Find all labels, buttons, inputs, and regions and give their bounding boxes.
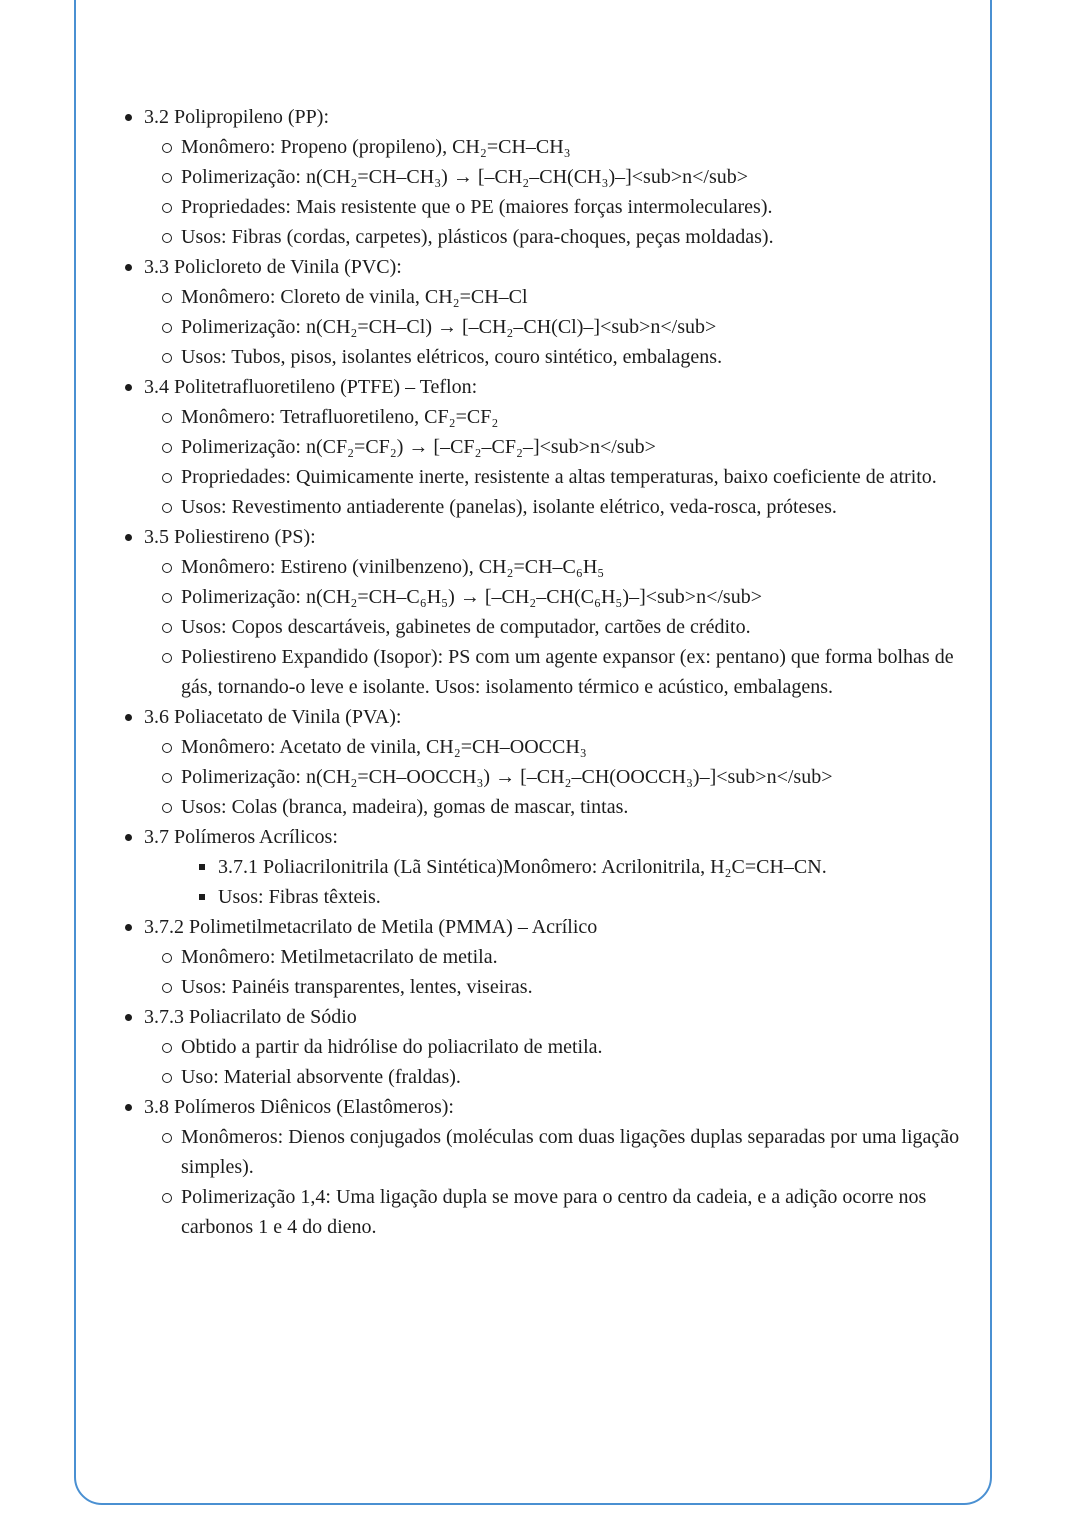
- list-item: [162, 492, 960, 522]
- list-item: [125, 1092, 960, 1122]
- bullet-circle-icon: [162, 762, 181, 792]
- bullet-disc-icon: [125, 372, 144, 402]
- bullet-circle-icon: [162, 312, 181, 342]
- list-item: [162, 732, 960, 762]
- list-item-text: 3.7.3 Poliacrilato de Sódio: [144, 1006, 357, 1028]
- list-item: [162, 642, 960, 702]
- bullet-disc-icon: [125, 702, 144, 732]
- bullet-circle-icon: [162, 642, 181, 672]
- bullet-circle-icon: [162, 462, 181, 492]
- list-item-text: Polimerização: n(CH₂=CH–Cl) → [–CH₂–CH(Cl)–]<sub>n</sub>: [181, 316, 717, 338]
- bullet-circle-icon: [162, 162, 181, 192]
- list-item: [162, 222, 960, 252]
- list-item-text: 3.5 Poliestireno (PS):: [144, 526, 316, 548]
- bullet-disc-icon: [125, 1092, 144, 1122]
- list-item-text: Polimerização: n(CH₂=CH–OOCCH₃) → [–CH₂–CH(OOCCH₃)–]<sub>n</sub>: [181, 766, 833, 788]
- list-item-text: Monômero: Cloreto de vinila, CH₂=CH–Cl: [181, 286, 528, 308]
- list-item-text: Poliestireno Expandido (Isopor): PS com um agente expansor (ex: pentano) que forma bolhas de gás, tornando-o leve e isolante. Usos: isolamento térmico e acústico, embalagens.: [181, 646, 954, 698]
- list-item-text: Polimerização: n(CH₂=CH–CH₃) → [–CH₂–CH(CH₃)–]<sub>n</sub>: [181, 166, 749, 188]
- bullet-square-icon: [199, 882, 218, 912]
- list-item: [162, 762, 960, 792]
- list-item-text: 3.7.2 Polimetilmetacrilato de Metila (PMMA) – Acrílico: [144, 916, 598, 938]
- list-item-text: Monômero: Metilmetacrilato de metila.: [181, 946, 498, 968]
- bullet-circle-icon: [162, 1122, 181, 1152]
- list-item-text: Monômero: Propeno (propileno), CH₂=CH–CH₃: [181, 136, 571, 158]
- list-item: [125, 702, 960, 732]
- list-item: [125, 522, 960, 552]
- list-item-text: Usos: Fibras têxteis.: [218, 886, 381, 908]
- list-item: [162, 1182, 960, 1242]
- list-item-text: Uso: Material absorvente (fraldas).: [181, 1066, 461, 1088]
- bullet-disc-icon: [125, 1002, 144, 1032]
- list-item-text: Usos: Fibras (cordas, carpetes), plásticos (para-choques, peças moldadas).: [181, 226, 774, 248]
- list-item: [162, 132, 960, 162]
- list-item-text: Usos: Tubos, pisos, isolantes elétricos, couro sintético, embalagens.: [181, 346, 723, 368]
- bullet-square-icon: [199, 852, 218, 882]
- list-item: [162, 402, 960, 432]
- list-item-text: Propriedades: Quimicamente inerte, resistente a altas temperaturas, baixo coeficiente de atrito.: [181, 466, 937, 488]
- bullet-circle-icon: [162, 432, 181, 462]
- bullet-circle-icon: [162, 1032, 181, 1062]
- list-item: [125, 912, 960, 942]
- list-item-text: Usos: Painéis transparentes, lentes, viseiras.: [181, 976, 533, 998]
- list-item: [162, 462, 960, 492]
- list-item-text: Monômero: Acetato de vinila, CH₂=CH–OOCCH₃: [181, 736, 587, 758]
- bullet-circle-icon: [162, 492, 181, 522]
- list-item: [125, 822, 960, 852]
- bullet-disc-icon: [125, 822, 144, 852]
- list-item: [162, 612, 960, 642]
- bullet-circle-icon: [162, 282, 181, 312]
- list-item-text: 3.6 Poliacetato de Vinila (PVA):: [144, 706, 402, 728]
- bullet-circle-icon: [162, 942, 181, 972]
- list-item-text: Propriedades: Mais resistente que o PE (maiores forças intermoleculares).: [181, 196, 773, 218]
- list-item: [162, 162, 960, 192]
- bullet-circle-icon: [162, 402, 181, 432]
- list-item: [162, 552, 960, 582]
- list-item: [199, 852, 960, 882]
- content-list: [125, 102, 960, 1242]
- list-item-text: 3.7 Polímeros Acrílicos:: [144, 826, 338, 848]
- list-item: [162, 192, 960, 222]
- bullet-circle-icon: [162, 192, 181, 222]
- list-item-text: Monômeros: Dienos conjugados (moléculas com duas ligações duplas separadas por uma ligação simples).: [181, 1126, 960, 1178]
- list-item: [162, 582, 960, 612]
- list-item: [162, 1032, 960, 1062]
- list-item: [162, 312, 960, 342]
- list-item-text: Usos: Copos descartáveis, gabinetes de computador, cartões de crédito.: [181, 616, 751, 638]
- list-item: [162, 432, 960, 462]
- list-item-text: Monômero: Estireno (vinilbenzeno), CH₂=CH–C₆H₅: [181, 556, 605, 578]
- list-item: [125, 372, 960, 402]
- list-item-text: Monômero: Tetrafluoretileno, CF₂=CF₂: [181, 406, 499, 428]
- bullet-disc-icon: [125, 522, 144, 552]
- list-item: [125, 1002, 960, 1032]
- list-item: [162, 972, 960, 1002]
- list-item-text: 3.7.1 Poliacrilonitrila (Lã Sintética)Monômero: Acrilonitrila, H₂C=CH–CN.: [218, 856, 827, 878]
- list-item-text: Usos: Colas (branca, madeira), gomas de mascar, tintas.: [181, 796, 629, 818]
- list-item: [162, 792, 960, 822]
- list-item-text: Polimerização: n(CH₂=CH–C₆H₅) → [–CH₂–CH(C₆H₅)–]<sub>n</sub>: [181, 586, 762, 608]
- bullet-circle-icon: [162, 1182, 181, 1212]
- bullet-disc-icon: [125, 912, 144, 942]
- list-item: [162, 1062, 960, 1092]
- bullet-circle-icon: [162, 1062, 181, 1092]
- bullet-circle-icon: [162, 342, 181, 372]
- bullet-circle-icon: [162, 132, 181, 162]
- bullet-circle-icon: [162, 222, 181, 252]
- bullet-circle-icon: [162, 552, 181, 582]
- bullet-circle-icon: [162, 972, 181, 1002]
- list-item-text: 3.2 Polipropileno (PP):: [144, 106, 330, 128]
- list-item: [125, 252, 960, 282]
- list-item: [162, 942, 960, 972]
- list-item-text: 3.3 Policloreto de Vinila (PVC):: [144, 256, 402, 278]
- bullet-circle-icon: [162, 582, 181, 612]
- bullet-disc-icon: [125, 252, 144, 282]
- bullet-circle-icon: [162, 732, 181, 762]
- list-item: [162, 282, 960, 312]
- list-item-text: Obtido a partir da hidrólise do poliacrilato de metila.: [181, 1036, 603, 1058]
- list-item-text: Usos: Revestimento antiaderente (panelas), isolante elétrico, veda-rosca, próteses.: [181, 496, 837, 518]
- bullet-disc-icon: [125, 102, 144, 132]
- list-item-text: Polimerização 1,4: Uma ligação dupla se move para o centro da cadeia, e a adição ocorre nos carbonos 1 e 4 do dieno.: [181, 1186, 927, 1238]
- list-item: [162, 342, 960, 372]
- list-item-text: Polimerização: n(CF₂=CF₂) → [–CF₂–CF₂–]<sub>n</sub>: [181, 436, 656, 458]
- list-item: [199, 882, 960, 912]
- list-item: [162, 1122, 960, 1182]
- list-item-text: 3.4 Politetrafluoretileno (PTFE) – Teflon:: [144, 376, 478, 398]
- list-item-text: 3.8 Polímeros Diênicos (Elastômeros):: [144, 1096, 454, 1118]
- bullet-circle-icon: [162, 612, 181, 642]
- list-item: [125, 102, 960, 132]
- bullet-circle-icon: [162, 792, 181, 822]
